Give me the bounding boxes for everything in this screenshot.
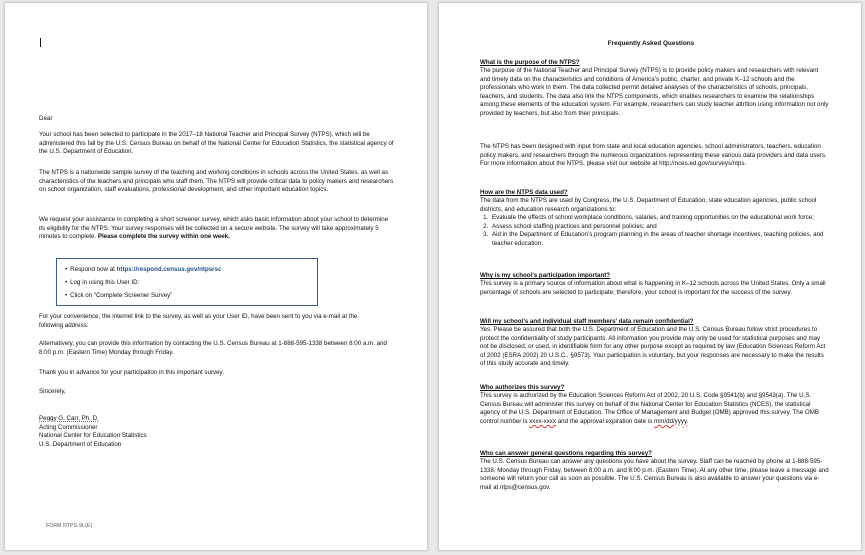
expiration-date: mm/dd/yyyy <box>654 417 687 425</box>
faq-question-2: How are the NTPS data used? <box>480 189 568 196</box>
survey-link[interactable]: https://respond.census.gov/ntpsrsc <box>116 266 222 273</box>
letter-paragraph-3-emphasis: Please complete the survey within one week. <box>97 233 230 241</box>
faq-title: Frequently Asked Questions <box>607 40 695 47</box>
signature-block <box>39 415 339 449</box>
closing: Sincerely, <box>39 388 66 395</box>
list-item: 2. Assess school staffing practices and personnel policies; and <box>490 223 830 232</box>
faq-answer-1: The purpose of the National Teacher and Principal Survey (NTPS) is to provide policy makers and researchers with relevant and timely data on the characteristics and conditions of America’s public, charter, and private K–12 schools and the professionals who work in them. The data collected permit detailed analyses of the characteristics of schools, principals, teachers, and students. The data also link the NTPS components, which enables researchers to examine the relationships among these elements of the education system. For example, researchers can study teacher attrition using information not only provided by teachers, but also from their principals. <box>480 67 829 117</box>
list-item: 3. Aid in the Department of Education’s program planning in the areas of teacher shortage incentives, teaching policies, and teacher education. <box>490 231 830 248</box>
instruction-respond <box>65 266 221 274</box>
instruction-click: • Click on “Complete Screener Survey” <box>65 292 172 300</box>
faq-answer-5-text: This survey is authorized by the Education Sciences Reform Act of 2002, 20 U.S. Code §9541(b) and §9543(a). The U.S. Census Bureau will administer this survey on behalf of the National Center for Education Statistics (NCES), the statistical agency of the U.S. Department of Education. The Office of Management and Budget (OMB) approved this survey. The OMB control number is <box>480 392 819 425</box>
faq-answer-5 <box>480 392 830 426</box>
faq-answer-2-list <box>480 214 830 248</box>
faq-answer-2-intro: The data from the NTPS are used by Congress, the U.S. Department of Education, state education agencies, public school districts, and education research organizations to: <box>480 197 817 213</box>
letter-paragraph-6: Thank you in advance for your participation in this important survey. <box>39 369 224 376</box>
signature-title: Acting Commissioner <box>39 423 98 431</box>
text-cursor <box>40 38 41 47</box>
faq-question-4: Will my school’s and individual staff members’ data remain confidential? <box>480 318 694 325</box>
faq-answer-3: This survey is a primary source of information about what is happening in K–12 schools across the United States. Only a small percentage of schools are selected to participate; therefore, your school is important for the success of the survey. <box>480 280 826 296</box>
letter-page[interactable] <box>4 2 428 551</box>
faq-answer-2 <box>480 197 830 249</box>
faq-answer-6: The U.S. Census Bureau can answer any questions you have about the survey. Staff can be reached by phone at 1-888-595-1338, Monday through Friday, between 8:00 a.m. and 8:00 p.m. (Eastern Time). At any other time, please leave a message and someone will return your call as soon as possible. The U.S. Census Bureau is also available to answer your questions via e-mail at ntps@census.gov. <box>480 458 829 491</box>
faq-answer-5-text-2: and the approval expiration date is <box>556 417 655 425</box>
faq-question-1: What is the purpose of the NTPS? <box>480 59 580 66</box>
signature-org: National Center for Education Statistics <box>39 432 147 440</box>
faq-answer-1b: The NTPS has been designed with input from state and local education agencies, school administrators, teachers, education policy makers, and researchers through the numerous organizations representing these various data providers and data users. For more information about the NTPS, please visit our website at http://nces.ed.gov/surveys/ntps. <box>480 143 827 168</box>
signature-name: Peggy G. Carr, Ph. D. <box>39 415 99 422</box>
instruction-login: • Log in using this User ID: <box>65 279 139 287</box>
form-id: FORM NTPS-9L(E) <box>46 523 93 529</box>
letter-paragraph-4: For your convenience, the internet link to the survey, as well as your User ID, have been sent to you via e-mail at the following address: <box>39 313 358 329</box>
list-item: 1. Evaluate the effects of school workplace conditions, salaries, and training opportunities on the educational work force; <box>490 214 830 223</box>
letter-paragraph-5: Alternatively, you can provide this information by contacting the U.S. Census Bureau at 1-888-595-1338 between 8:00 a.m. and 8:00 p.m. (Eastern Time) Monday through Friday. <box>39 340 387 356</box>
signature-dept: U.S. Department of Education <box>39 440 122 448</box>
instructions-box <box>56 258 318 306</box>
faq-question-3: Why is my school’s participation important? <box>480 272 611 279</box>
omb-number: xxxx-xxxx <box>529 417 556 425</box>
faq-answer-5-end: . <box>686 417 689 425</box>
salutation: Dear <box>39 115 53 122</box>
faq-page[interactable] <box>438 2 862 551</box>
letter-paragraph-1: Your school has been selected to participate in the 2017–18 National Teacher and Principal Survey (NTPS), which will be administered this fall by the U.S. Census Bureau on behalf of the National Center for Education Statistics, the statistical agency of the U.S. Department of Education. <box>39 131 394 156</box>
letter-paragraph-3-text: We request your assistance in completing a short screener survey, which asks basic information about your school to determine its eligibility for the NTPS. Your survey responses will be collected on a secure website. The survey will take approximately 5 minutes to complete. <box>39 216 389 241</box>
faq-answer-4: Yes. Please be assured that both the U.S. Department of Education and the U.S. Census Bureau follow strict procedures to protect the confidentiality of study participants. All information you provide may only be used for statistical purposes and may not be disclosed, or used, in identifiable form for any other purpose except as required by law (Education Sciences Reform Act of 2002 (ESRA 2002) 20 U.S.C., §9573). Your participation is voluntary, but your responses are necessary to make the results of this study accurate and timely. <box>480 326 826 368</box>
instruction-respond-text: Respond now at <box>70 266 117 273</box>
faq-question-6: Who can answer general questions regarding this survey? <box>480 450 652 457</box>
faq-question-5: Who authorizes this survey? <box>480 384 565 391</box>
letter-paragraph-2: The NTPS is a nationwide sample survey of the teaching and working conditions in schools across the United States, as well as characteristics of the teachers and principals who staff them. The NTPS will provide critical data to policy makers and researchers on school organization, staff evaluations, professional development, and other important education topics. <box>39 169 394 194</box>
letter-paragraph-3 <box>39 216 395 242</box>
